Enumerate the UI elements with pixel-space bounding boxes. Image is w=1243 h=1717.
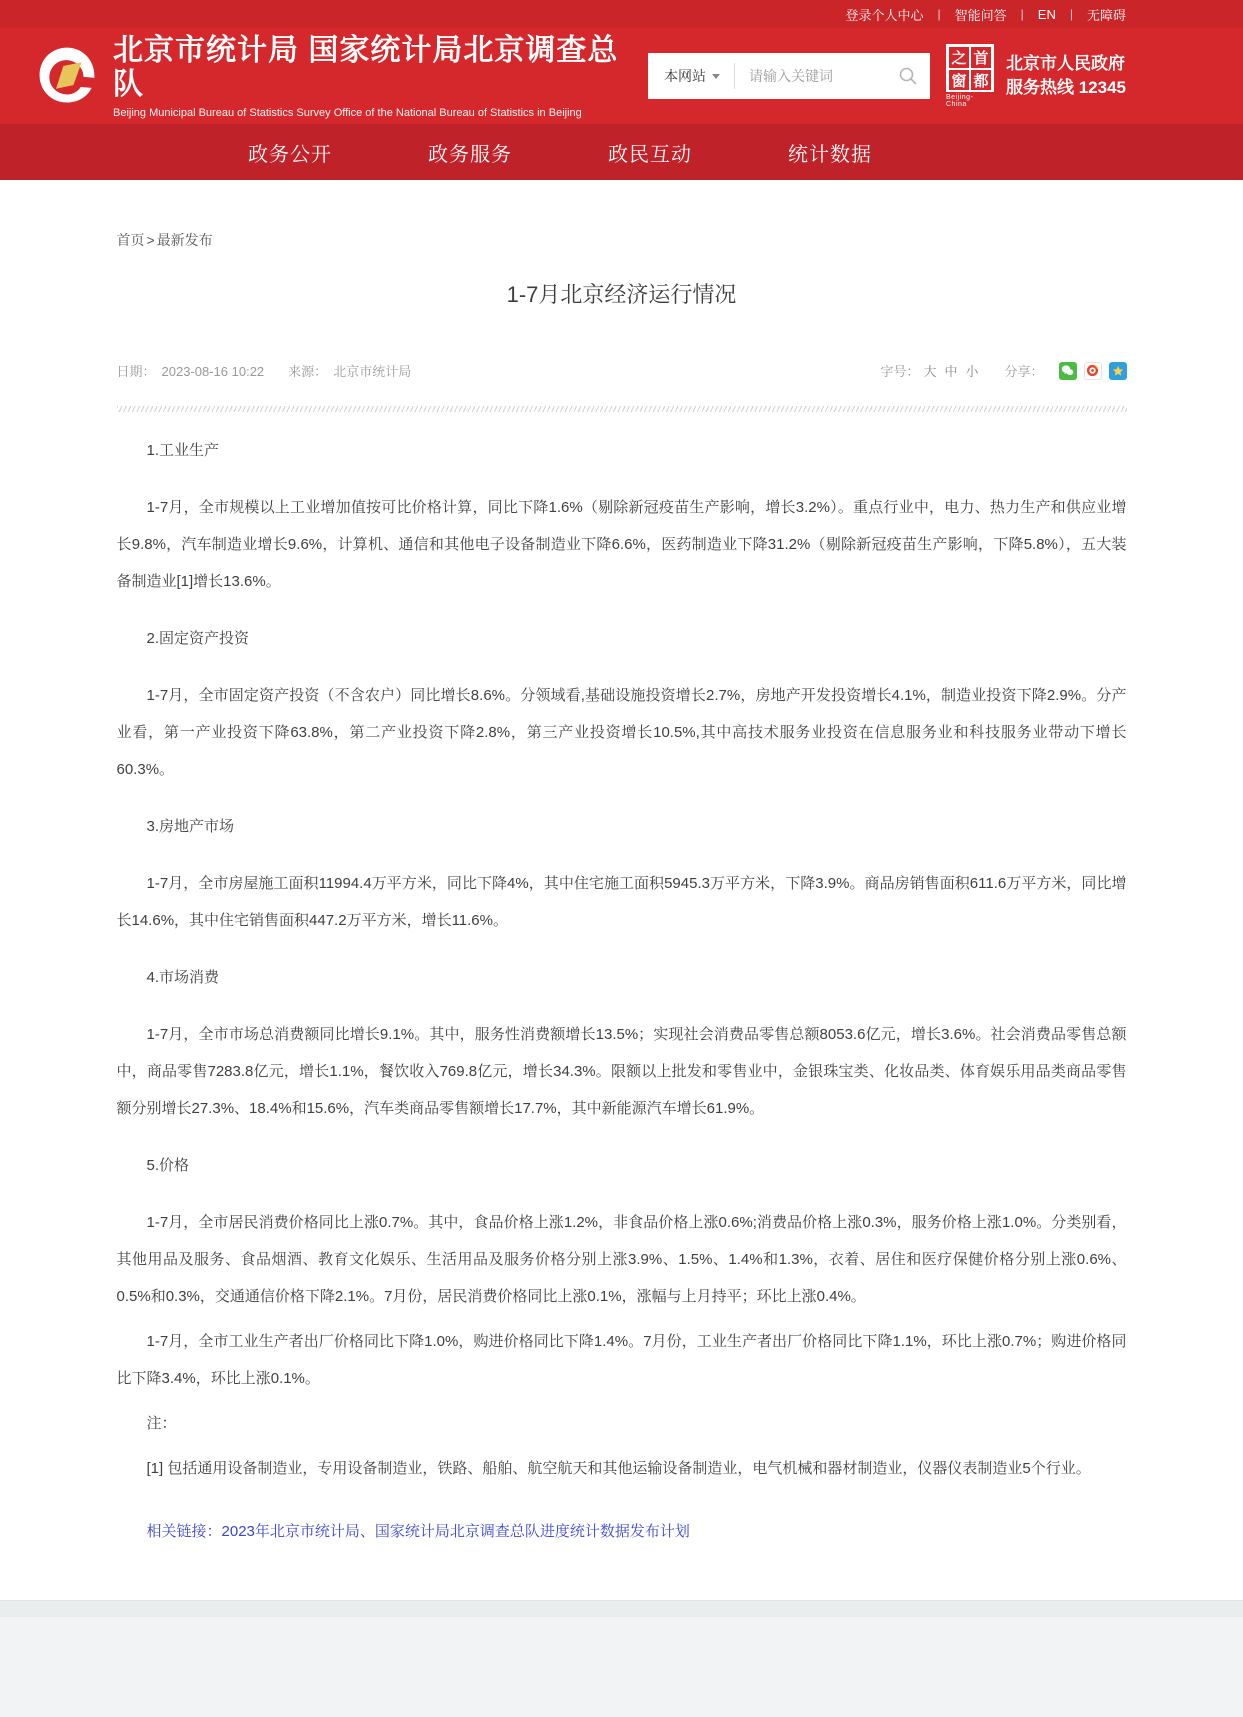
article-meta bbox=[117, 361, 1127, 380]
search-scope-select[interactable] bbox=[664, 66, 720, 86]
seal-char: 首 bbox=[970, 46, 992, 69]
article-paragraph: 1-7月，全市房屋施工面积11994.4万平方米，同比下降4%，其中住宅施工面积5945.3万平方米，下降3.9%。商品房销售面积611.6万平方米，同比增长14.6%，其中住宅销售面积447.2万平方米，增长11.6%。 bbox=[116, 875, 1127, 929]
date-value: 2023-08-16 10:22 bbox=[161, 364, 265, 379]
topbar-separator: | bbox=[937, 7, 941, 21]
topbar-link[interactable]: EN bbox=[1037, 6, 1056, 22]
fontsize-option-大[interactable]: 大 bbox=[923, 364, 937, 379]
seal-char: 窗 bbox=[948, 69, 970, 92]
article-paragraph: 1-7月，全市规模以上工业增加值按可比价格计算，同比下降1.6%（剔除新冠疫苗生产影响，增长3.2%）。重点行业中，电力、热力生产和供应业增长9.8%，汽车制造业增长9.6%，计算机、通信和其他电子设备制造业下降6.6%，医药制造业下降31.2%（剔除新冠疫苗生产影响，下降5.8%），五大装备制造业[1]增长13.6%。 bbox=[116, 499, 1127, 590]
gov-hotline bbox=[1006, 52, 1208, 100]
article-body bbox=[117, 432, 1127, 1550]
search-button[interactable] bbox=[898, 66, 918, 86]
topbar-links bbox=[846, 5, 1126, 24]
section-heading: 5.价格 bbox=[146, 1157, 190, 1174]
content bbox=[117, 180, 1127, 1600]
seal-caption: Beijing-China bbox=[946, 94, 974, 108]
capital-window-seal[interactable] bbox=[946, 44, 994, 108]
source-value: 北京市统计局 bbox=[333, 364, 412, 379]
article-paragraph: 注： bbox=[146, 1415, 177, 1432]
bureau-logo-icon bbox=[35, 44, 99, 108]
site-title: 北京市统计局 国家统计局北京调查总队 bbox=[113, 33, 619, 101]
topbar-link[interactable]: 登录个人中心 bbox=[845, 7, 924, 23]
meta-left bbox=[117, 361, 418, 380]
site-header bbox=[0, 28, 1243, 124]
main-nav bbox=[0, 124, 1243, 180]
search-divider bbox=[734, 63, 735, 89]
seal-char: 都 bbox=[970, 69, 992, 92]
related-link-label: 相关链接： bbox=[146, 1523, 222, 1540]
breadcrumb-separator: > bbox=[146, 232, 155, 248]
topbar-separator: | bbox=[1020, 7, 1024, 21]
wechat-share-icon[interactable] bbox=[1059, 362, 1077, 380]
search-box bbox=[648, 53, 930, 99]
weibo-share-icon[interactable] bbox=[1084, 362, 1102, 380]
nav-item-政务服务[interactable]: 政务服务 bbox=[428, 143, 512, 166]
article-paragraph: 1-7月，全市固定资产投资（不含农户）同比增长8.6%。分领域看,基础设施投资增长2.7%，房地产开发投资增长4.1%，制造业投资下降2.9%。分产业看，第一产业投资下降63.8%，第二产业投资下降2.8%，第三产业投资增长10.5%,其中高技术服务业投资在信息服务业和科技服务业带动下增长60.3%。 bbox=[116, 687, 1127, 778]
breadcrumb-item: 最新发布 bbox=[156, 232, 213, 248]
brand bbox=[113, 34, 648, 119]
article-paragraph: 1-7月，全市居民消费价格同比上涨0.7%。其中，食品价格上涨1.2%，非食品价格上涨0.6%;消费品价格上涨0.3%，服务价格上涨1.0%。分类别看，其他用品及服务、食品烟酒、教育文化娱乐、生活用品及服务价格分别上涨3.9%、1.5%、1.4%和1.3%，衣着、居住和医疗保健价格分别上涨0.6%、0.5%和0.3%，交通通信价格下降2.1%。7月份，居民消费价格同比上涨0.1%，涨幅与上月持平；环比上涨0.4%。 bbox=[116, 1214, 1127, 1305]
chevron-down-icon bbox=[712, 74, 720, 79]
section-heading: 2.固定资产投资 bbox=[146, 630, 250, 647]
article-paragraph: [1] 包括通用设备制造业，专用设备制造业，铁路、船舶、航空航天和其他运输设备制造业，电气机械和器材制造业，仪器仪表制造业5个行业。 bbox=[146, 1460, 1091, 1477]
qzone-share-icon[interactable] bbox=[1109, 362, 1127, 380]
seal-char: 之 bbox=[948, 46, 970, 69]
nav-item-统计数据[interactable]: 统计数据 bbox=[788, 143, 872, 166]
topbar-link[interactable]: 智能问答 bbox=[954, 7, 1007, 23]
nav-item-政务公开[interactable]: 政务公开 bbox=[248, 143, 332, 166]
related-link[interactable]: 2023年北京市统计局、国家统计局北京调查总队进度统计数据发布计划 bbox=[221, 1523, 690, 1540]
meta-right bbox=[880, 361, 1126, 380]
search-scope-label: 本网站 bbox=[664, 68, 706, 84]
fontsize-label: 字号： bbox=[880, 364, 920, 379]
seal-grid bbox=[946, 44, 994, 92]
article-paragraph: 1-7月，全市市场总消费额同比增长9.1%。其中，服务性消费额增长13.5%；实现社会消费品零售总额8053.6亿元，增长3.6%。社会消费品零售总额中，商品零售7283.8亿元，增长1.1%，餐饮收入769.8亿元，增长34.3%。限额以上批发和零售业中，金银珠宝类、化妆品类、体育娱乐用品类商品零售额分别增长27.3%、18.4%和15.6%，汽车类商品零售额增长17.7%，其中新能源汽车增长61.9%。 bbox=[116, 1026, 1127, 1117]
topbar-link[interactable]: 无障碍 bbox=[1086, 7, 1126, 23]
section-heading: 4.市场消费 bbox=[146, 969, 220, 986]
fontsize-options bbox=[919, 361, 982, 380]
nav-item-政民互动[interactable]: 政民互动 bbox=[608, 143, 692, 166]
hatched-divider bbox=[117, 406, 1127, 412]
page-title: 1-7月北京经济运行情况 bbox=[506, 282, 737, 307]
breadcrumb-item[interactable]: 首页 bbox=[116, 232, 145, 248]
related-link-line bbox=[117, 1513, 1127, 1550]
share-label: 分享： bbox=[1004, 364, 1044, 379]
topbar-separator: | bbox=[1069, 7, 1073, 21]
header-right bbox=[648, 44, 1208, 108]
search-input[interactable] bbox=[749, 68, 898, 84]
date-label: 日期： bbox=[116, 364, 156, 379]
fontsize-option-小[interactable]: 小 bbox=[965, 364, 979, 379]
site-subtitle: Beijing Municipal Bureau of Statistics Survey Office of the National Bureau of Statistics in Beijing bbox=[113, 106, 582, 119]
footer-strip bbox=[0, 1600, 1243, 1617]
gov-name: 北京市人民政府 bbox=[1006, 54, 1125, 73]
topbar bbox=[0, 0, 1243, 28]
section-heading: 3.房地产市场 bbox=[146, 818, 235, 835]
article-paragraph: 1-7月，全市工业生产者出厂价格同比下降1.0%，购进价格同比下降1.4%。7月份，工业生产者出厂价格同比下降1.1%，环比上涨0.7%；购进价格同比下降3.4%，环比上涨0.1%。 bbox=[116, 1333, 1127, 1387]
section-heading: 1.工业生产 bbox=[146, 442, 220, 459]
breadcrumb bbox=[117, 230, 1127, 250]
source-label: 来源： bbox=[288, 364, 328, 379]
fontsize-option-中[interactable]: 中 bbox=[944, 364, 958, 379]
search-icon bbox=[898, 66, 918, 86]
gov-hotline-number: 服务热线 12345 bbox=[1006, 78, 1126, 97]
